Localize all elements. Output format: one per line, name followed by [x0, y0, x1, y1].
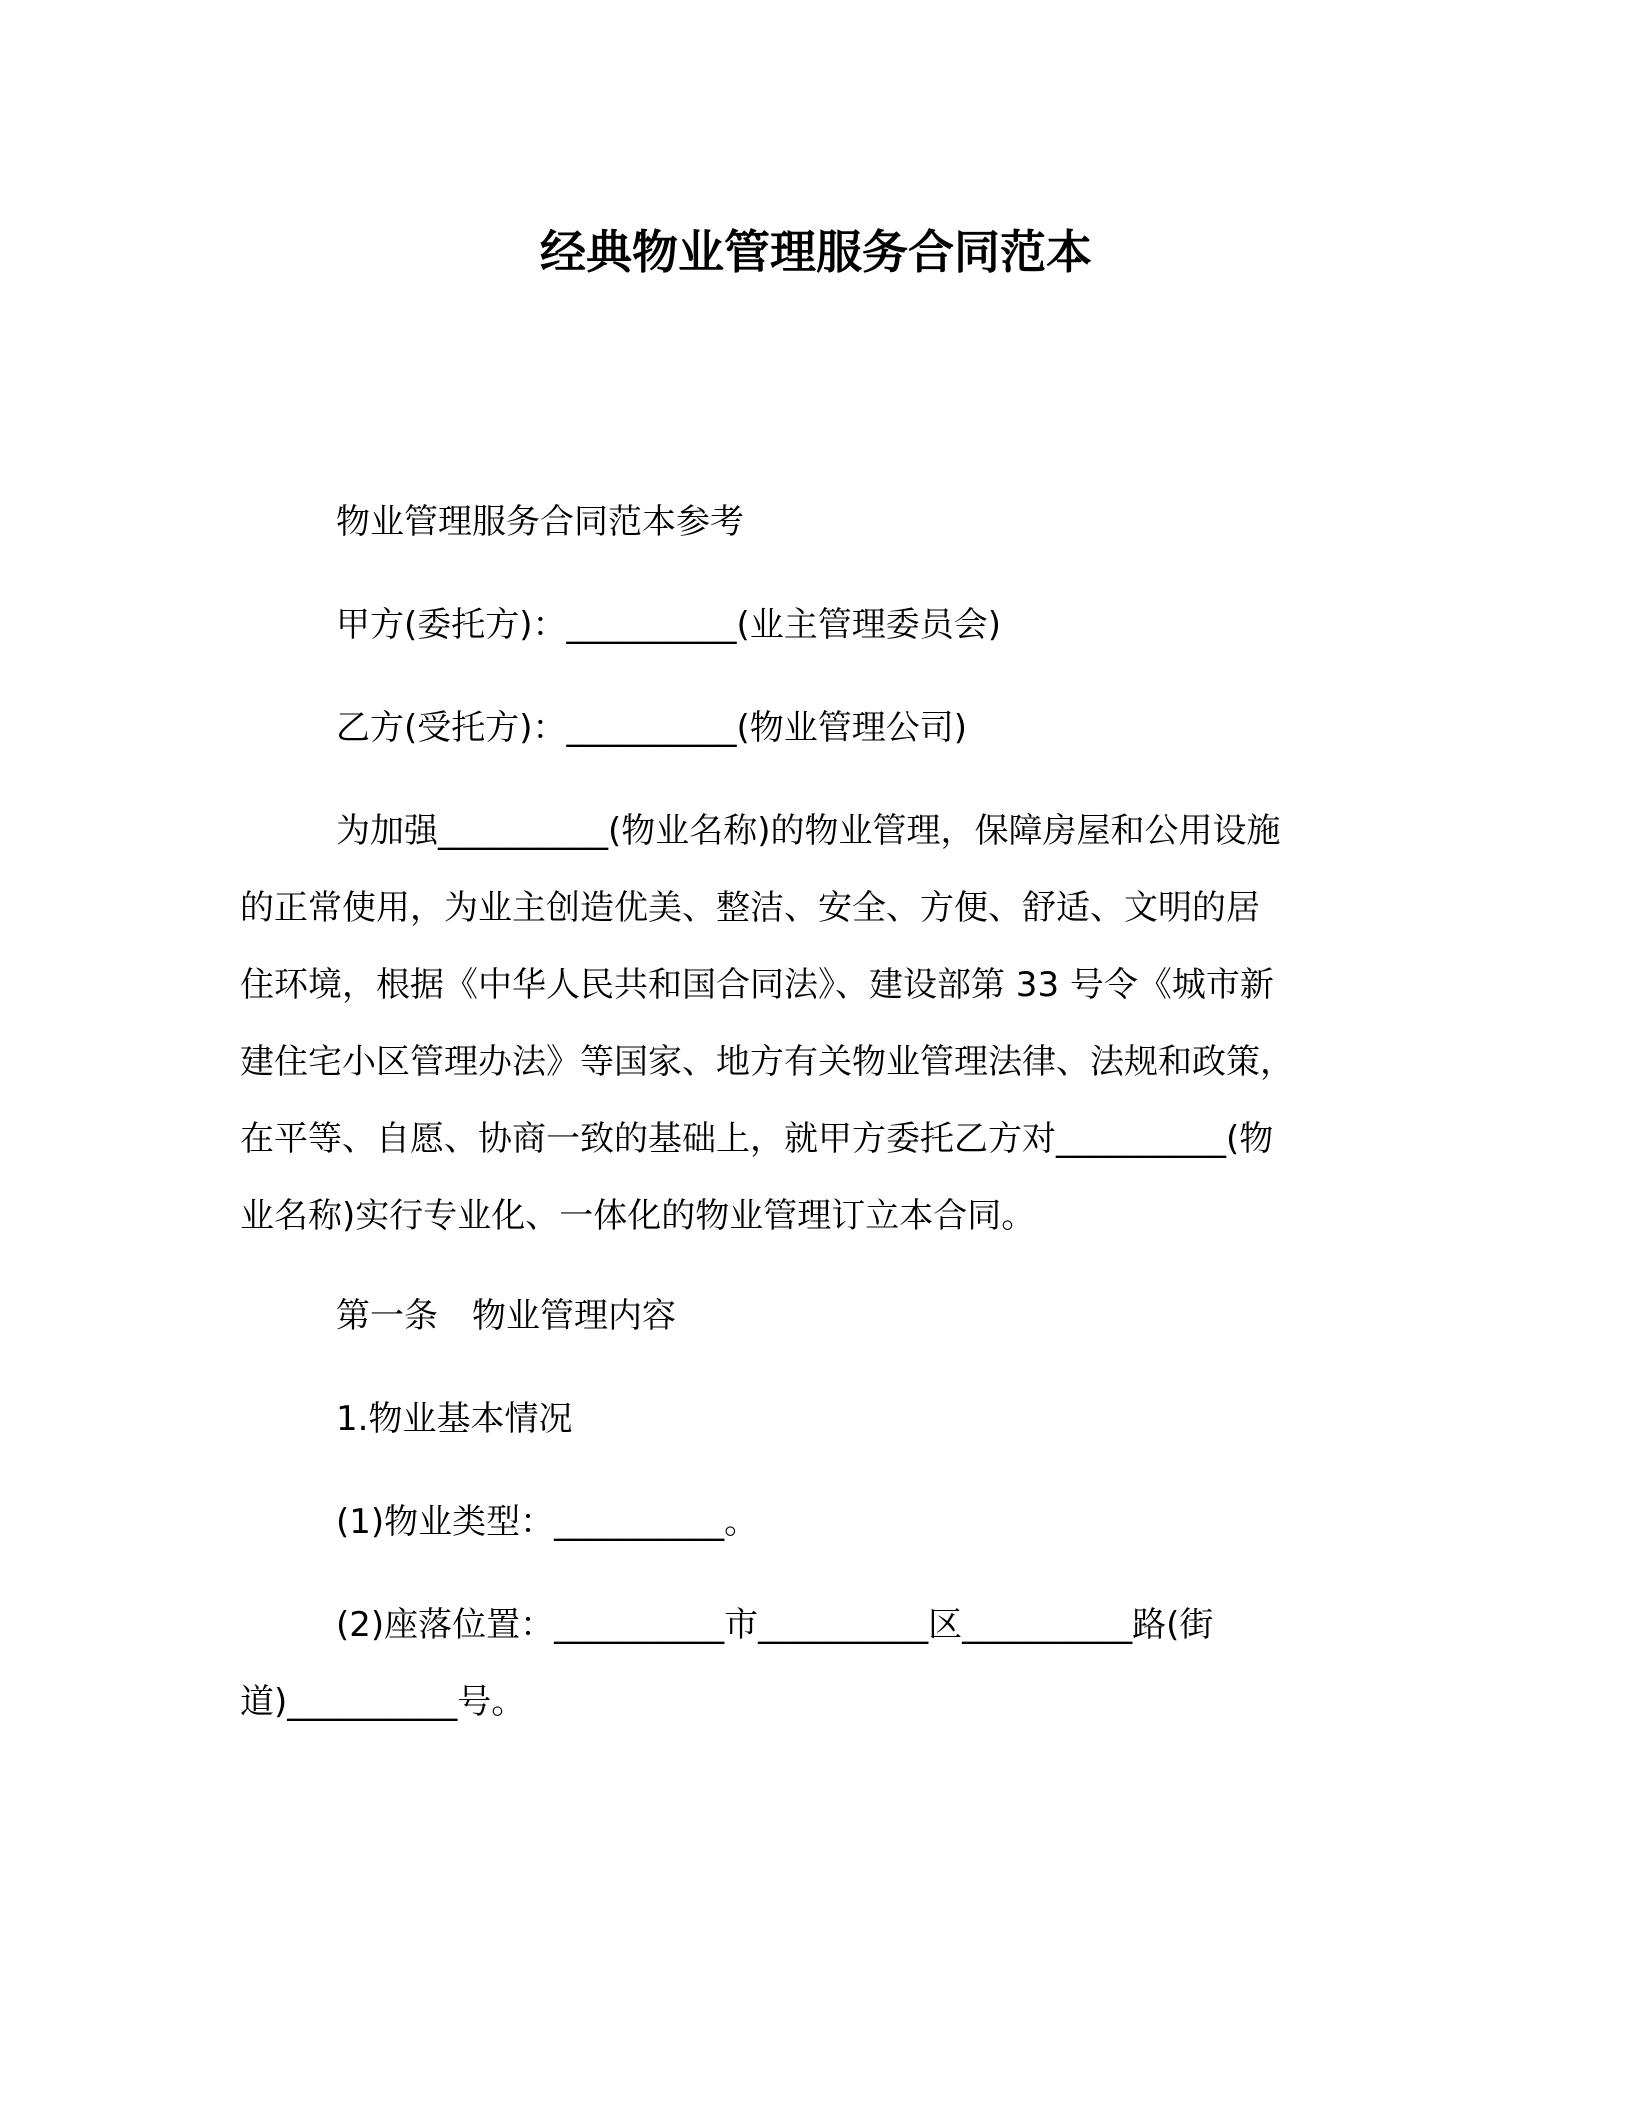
- intro-line: 建住宅小区管理办法》等国家、地方有关物业管理法律、法规和政策，: [240, 1042, 1294, 1082]
- intro-line: 在平等、自愿、协商一致的基础上，就甲方委托乙方对__________(物: [240, 1119, 1274, 1159]
- location-line: (2)座落位置：__________市__________区__________路(街: [336, 1605, 1214, 1645]
- intro-line: 的正常使用，为业主创造优美、整洁、安全、方便、舒适、文明的居: [240, 888, 1260, 928]
- section-heading: 1.物业基本情况: [336, 1399, 573, 1439]
- property-type-item: (1)物业类型：__________。: [336, 1502, 759, 1542]
- party-b-line: 乙方(受托方)：__________(物业管理公司): [336, 708, 968, 748]
- location-item: [240, 1587, 1392, 1741]
- location-line: 道)__________号。: [240, 1682, 526, 1722]
- intro-paragraph: [240, 793, 1392, 1255]
- intro-line: 住环境，根据《中华人民共和国合同法》、建设部第 33 号令《城市新: [240, 965, 1274, 1005]
- intro-line: 为加强__________(物业名称)的物业管理，保障房屋和公用设施: [336, 811, 1281, 851]
- subtitle: 物业管理服务合同范本参考: [336, 502, 744, 542]
- document-title: 经典物业管理服务合同范本: [540, 225, 1092, 279]
- intro-line: 业名称)实行专业化、一体化的物业管理订立本合同。: [240, 1196, 1036, 1236]
- article-heading: 第一条 物业管理内容: [336, 1296, 676, 1336]
- party-a-line: 甲方(委托方)：__________(业主管理委员会): [336, 605, 1002, 645]
